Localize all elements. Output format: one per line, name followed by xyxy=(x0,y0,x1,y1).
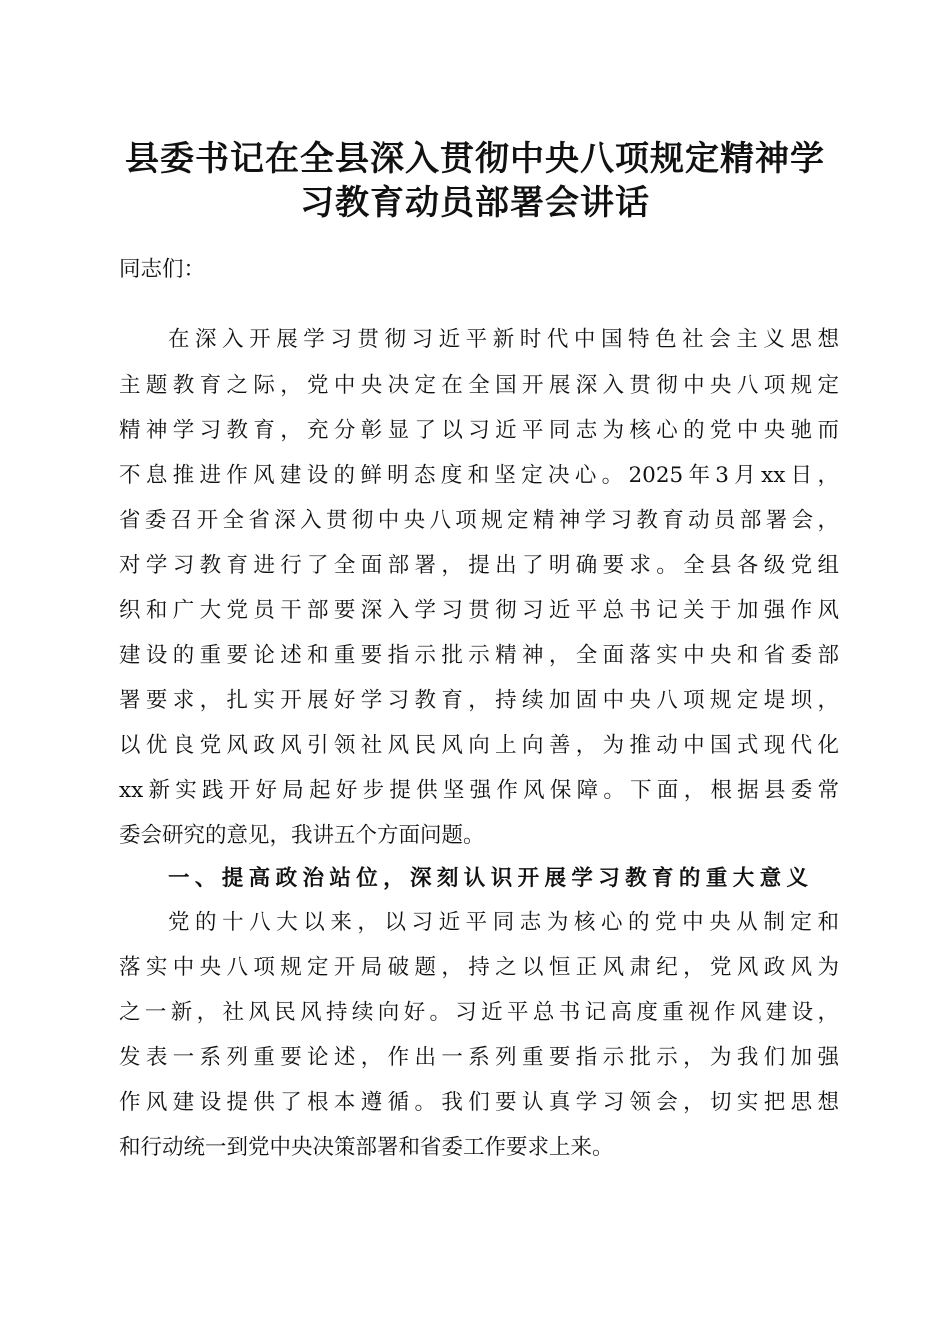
paragraph-1-line: 织和广大党员干部要深入学习贯彻习近平总书记关于加强作风 xyxy=(119,598,839,623)
paragraph-1-line: 署要求，扎实开展好学习教育，持续加固中央八项规定堤坝， xyxy=(119,688,839,713)
paragraph-1-line: 对学习教育进行了全面部署，提出了明确要求。全县各级党组 xyxy=(119,553,839,578)
paragraph-2-line: 党的十八大以来，以习近平同志为核心的党中央从制定和 xyxy=(168,910,839,935)
paragraph-2-line: 作风建设提供了根本遵循。我们要认真学习领会，切实把思想 xyxy=(119,1090,839,1115)
paragraph-2-line: 之一新，社风民风持续向好。习近平总书记高度重视作风建设， xyxy=(119,1000,839,1025)
salutation: 同志们： xyxy=(119,257,206,282)
paragraph-1-line: 委会研究的意见，我讲五个方面问题。 xyxy=(119,823,485,848)
paragraph-1-line: 建设的重要论述和重要指示批示精神，全面落实中央和省委部 xyxy=(119,643,839,668)
paragraph-2-line: 发表一系列重要论述，作出一系列重要指示批示，为我们加强 xyxy=(119,1045,839,1070)
paragraph-1-line: 省委召开全省深入贯彻中央八项规定精神学习教育动员部署会， xyxy=(119,508,839,533)
paragraph-2-line: 和行动统一到党中央决策部署和省委工作要求上来。 xyxy=(119,1135,614,1160)
paragraph-2-line: 落实中央八项规定开局破题，持之以恒正风肃纪，党风政风为 xyxy=(119,955,839,980)
paragraph-1-line: xx新实践开好局起好步提供坚强作风保障。下面，根据县委常 xyxy=(119,778,839,803)
paragraph-1-line: 不息推进作风建设的鲜明态度和坚定决心。2025年3月xx日， xyxy=(119,463,839,488)
document-title-line-1: 县委书记在全县深入贯彻中央八项规定精神学 xyxy=(125,139,825,179)
paragraph-1-line: 在深入开展学习贯彻习近平新时代中国特色社会主义思想 xyxy=(168,327,839,352)
paragraph-1-line: 以优良党风政风引领社风民风向上向善，为推动中国式现代化 xyxy=(119,733,839,758)
paragraph-1-line: 精神学习教育，充分彰显了以习近平同志为核心的党中央驰而 xyxy=(119,418,839,443)
section-1-heading: 一、提高政治站位，深刻认识开展学习教育的重大意义 xyxy=(168,866,808,891)
paragraph-1-line: 主题教育之际，党中央决定在全国开展深入贯彻中央八项规定 xyxy=(119,373,839,398)
document-title-line-2: 习教育动员部署会讲话 xyxy=(300,183,650,223)
